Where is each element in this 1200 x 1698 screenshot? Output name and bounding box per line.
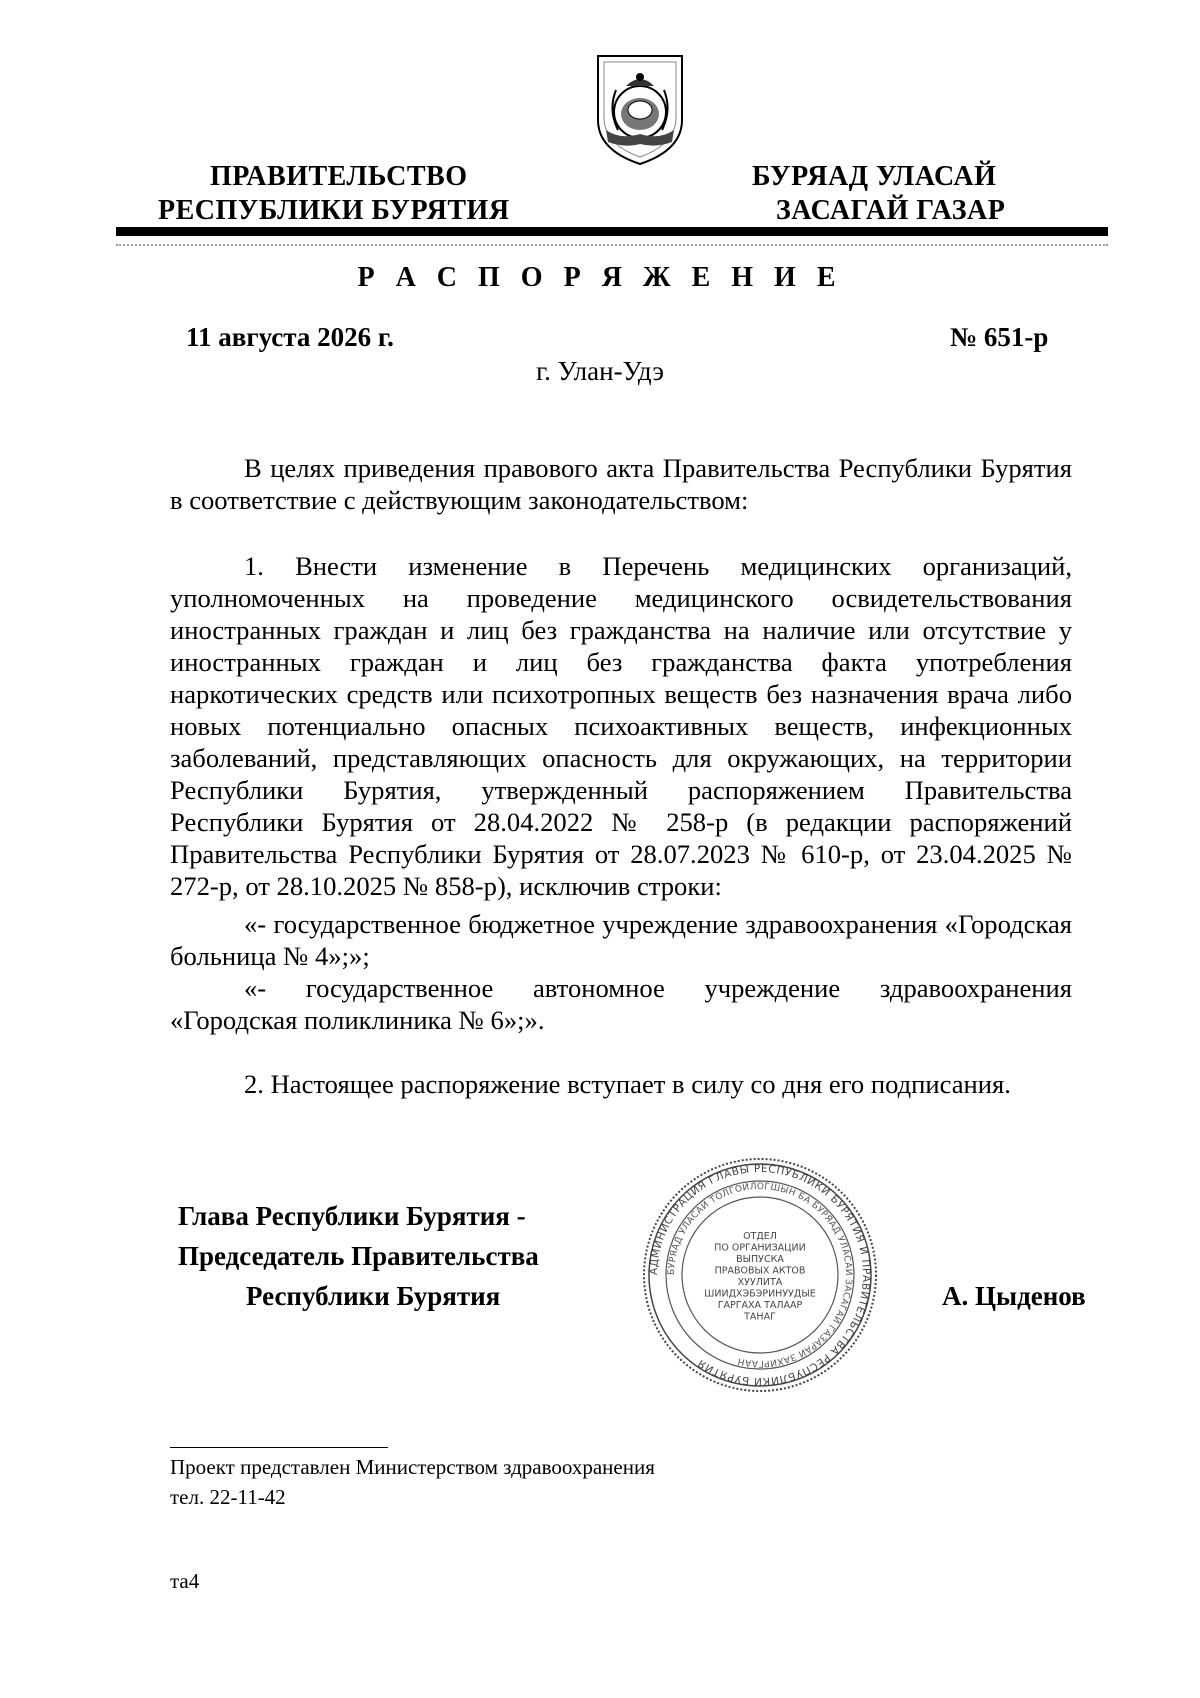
stamp-center-line: ПО ОРГАНИЗАЦИИ xyxy=(714,1242,806,1254)
stamp-inner-text: БУРЯАД УЛАСАЙ ТОЛГОЙЛОГШЫН БА БУРЯАД УЛАСАЙ ЗАСАГАЙ ГАЗАРАЙ ЗАХИРГААН xyxy=(666,1181,854,1369)
official-seal-stamp xyxy=(640,1155,880,1395)
header-right-line2: ЗАСАГАЙ ГАЗАР xyxy=(776,195,1006,226)
executor-code: та4 xyxy=(170,1569,200,1593)
signatory-title-line2: Председатель Правительства xyxy=(178,1241,539,1271)
stamp-center-line: ВЫПУСКА xyxy=(736,1254,784,1265)
stamp-center-line: ОТДЕЛ xyxy=(743,1231,777,1242)
document-number: № 651-р xyxy=(950,322,1049,352)
header-left-line2: РЕСПУБЛИКИ БУРЯТИЯ xyxy=(158,195,510,226)
footnote-project-by: Проект представлен Министерством здравоохранения xyxy=(170,1455,655,1479)
coat-of-arms-icon xyxy=(590,50,690,168)
stamp-center-line: ТАНАГ xyxy=(744,1311,776,1323)
excluded-line-1: «- государственное бюджетное учреждение здравоохранения «Городская больница № 4»;»; xyxy=(170,909,1072,971)
document-city: г. Улан-Удэ xyxy=(536,356,664,386)
header-left-line1: ПРАВИТЕЛЬСТВО xyxy=(210,161,468,192)
signatory-title-line1: Глава Республики Бурятия - xyxy=(178,1201,526,1231)
footnote-divider xyxy=(170,1447,388,1448)
intro-paragraph: В целях приведения правового акта Правительства Республики Бурятия в соответствие с действующим законодательством: xyxy=(170,453,1072,515)
header-dotted-divider xyxy=(116,244,1108,246)
signatory-title-line3: Республики Бурятия xyxy=(246,1281,501,1311)
document-title: Р А С П О Р Я Ж Е Н И Е xyxy=(357,262,843,293)
item-1-paragraph: 1. Внести изменение в Перечень медицинских организаций, уполномоченных на проведение медицинского освидетельствования иностранных граждан и лиц без гражданства на наличие или отсутствие у иностранных граждан и лиц без гражданства факта употребления наркотических средств или психотропных веществ без назначения врача либо новых потенциально опасных психоактивных веществ, инфекционных заболеваний, представляющих опасность для окружающих, на территории Республики Бурятия, утвержденный распоряжением Правительства Республики Бурятия от 28.04.2022 № 258-р (в редакции распоряжений Правительства Республики Бурятия от 28.07.2023 № 610-р, от 23.04.2025 № 272-р, от 28.10.2025 № 858-р), исключив строки: xyxy=(170,551,1072,901)
stamp-center-line: ГАРГАХА ТАЛААР xyxy=(717,1300,803,1311)
header-right-line1: БУРЯАД УЛАСАЙ xyxy=(752,161,997,192)
stamp-center-line: ШИИДХЭБЭРИНУУДЫЕ xyxy=(704,1288,816,1300)
document-date: 11 августа 2026 г. xyxy=(186,322,394,352)
item-2-paragraph: 2. Настоящее распоряжение вступает в силу со дня его подписания. xyxy=(244,1069,1011,1099)
excluded-line-2: «- государственное автономное учреждение здравоохранения «Городская поликлиника № 6»;». xyxy=(170,973,1072,1035)
header-divider xyxy=(116,227,1108,236)
stamp-center-line: ПРАВОВЫХ АКТОВ xyxy=(714,1265,806,1277)
stamp-center-line: ХУУЛИТА xyxy=(737,1277,783,1288)
footnote-phone: тел. 22-11-42 xyxy=(170,1485,286,1509)
stamp-outer-text: АДМИНИСТРАЦИЯ ГЛАВЫ РЕСПУБЛИКИ БУРЯТИЯ И ПРАВИТЕЛЬСТВА РЕСПУБЛИКИ БУРЯТИЯ xyxy=(647,1162,873,1388)
signatory-name: А. Цыденов xyxy=(942,1281,1086,1311)
